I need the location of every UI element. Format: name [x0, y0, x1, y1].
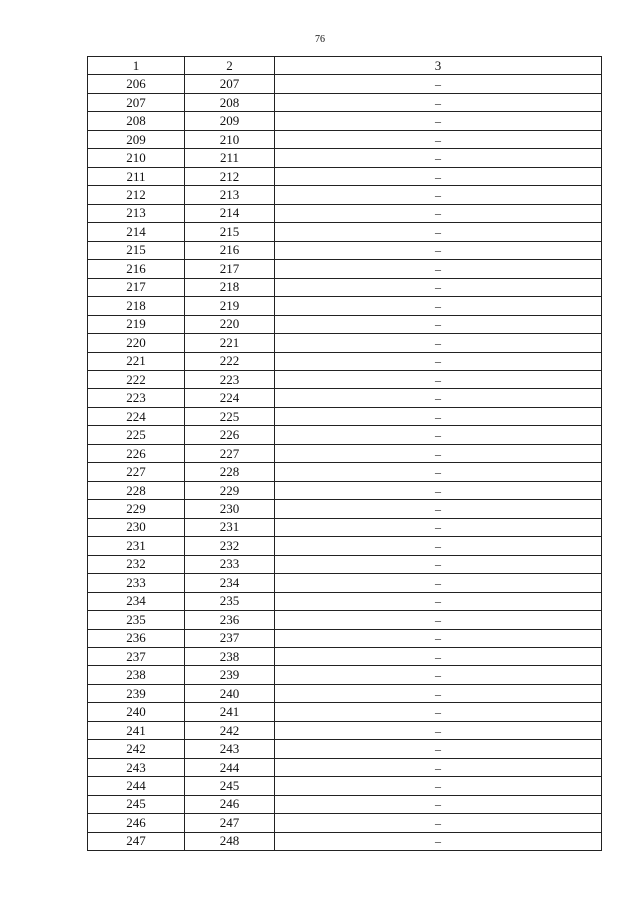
table-cell-col-3 — [275, 703, 602, 721]
table-cell-col-3 — [275, 315, 602, 333]
table-cell-col-1: 220 — [88, 334, 185, 352]
table-row — [88, 666, 602, 684]
table-cell-col-1: 242 — [88, 740, 185, 758]
table-cell-col-1: 243 — [88, 758, 185, 776]
table-row — [88, 500, 602, 518]
dash-mark: – — [435, 631, 441, 646]
table-row — [88, 315, 602, 333]
dash-mark: – — [435, 206, 441, 221]
table-cell-col-1: 236 — [88, 629, 185, 647]
table-row — [88, 629, 602, 647]
table-row — [88, 481, 602, 499]
table-cell-col-3 — [275, 684, 602, 702]
table-cell-col-3 — [275, 334, 602, 352]
table-row — [88, 703, 602, 721]
column-header-2: 2 — [185, 57, 275, 75]
table-cell-col-1: 208 — [88, 112, 185, 130]
dash-mark: – — [435, 779, 441, 794]
dash-mark: – — [435, 446, 441, 461]
table-cell-col-2: 211 — [185, 149, 275, 167]
table-cell-col-2: 241 — [185, 703, 275, 721]
dash-mark: – — [435, 760, 441, 775]
table-cell-col-2: 207 — [185, 75, 275, 93]
table-header-row — [88, 57, 602, 75]
table-cell-col-2: 218 — [185, 278, 275, 296]
table-cell-col-2: 212 — [185, 167, 275, 185]
table-cell-col-3 — [275, 149, 602, 167]
dash-mark: – — [435, 335, 441, 350]
table-cell-col-1: 240 — [88, 703, 185, 721]
table-row — [88, 555, 602, 573]
dash-mark: – — [435, 742, 441, 757]
table-cell-col-1: 216 — [88, 260, 185, 278]
table-cell-col-2: 219 — [185, 297, 275, 315]
table-cell-col-2: 236 — [185, 611, 275, 629]
table-row — [88, 592, 602, 610]
table-cell-col-3 — [275, 223, 602, 241]
dash-mark: – — [435, 483, 441, 498]
table-row — [88, 149, 602, 167]
table-cell-col-2: 243 — [185, 740, 275, 758]
table-cell-col-2: 226 — [185, 426, 275, 444]
dash-mark: – — [435, 77, 441, 92]
table-cell-col-1: 218 — [88, 297, 185, 315]
dash-mark: – — [435, 354, 441, 369]
table-cell-col-2: 220 — [185, 315, 275, 333]
table-cell-col-2: 242 — [185, 721, 275, 739]
table-row — [88, 740, 602, 758]
dash-mark: – — [435, 317, 441, 332]
table-cell-col-3 — [275, 444, 602, 462]
table-cell-col-1: 237 — [88, 648, 185, 666]
table-cell-col-2: 215 — [185, 223, 275, 241]
table-cell-col-1: 244 — [88, 777, 185, 795]
table-cell-col-3 — [275, 666, 602, 684]
table-cell-col-2: 238 — [185, 648, 275, 666]
table-cell-col-1: 245 — [88, 795, 185, 813]
table-cell-col-1: 217 — [88, 278, 185, 296]
table-cell-col-2: 228 — [185, 463, 275, 481]
table-cell-col-2: 221 — [185, 334, 275, 352]
dash-mark: – — [435, 391, 441, 406]
column-header-3: 3 — [275, 57, 602, 75]
table-cell-col-3 — [275, 832, 602, 850]
table-row — [88, 684, 602, 702]
dash-mark: – — [435, 372, 441, 387]
table-cell-col-2: 232 — [185, 537, 275, 555]
dash-mark: – — [435, 465, 441, 480]
table-row — [88, 407, 602, 425]
table-cell-col-3 — [275, 352, 602, 370]
table-row — [88, 444, 602, 462]
table-cell-col-2: 234 — [185, 574, 275, 592]
table-cell-col-3 — [275, 518, 602, 536]
dash-mark: – — [435, 188, 441, 203]
table-cell-col-3 — [275, 574, 602, 592]
dash-mark: – — [435, 298, 441, 313]
table-cell-col-3 — [275, 93, 602, 111]
table-row — [88, 75, 602, 93]
table-cell-col-3 — [275, 814, 602, 832]
table-cell-col-2: 235 — [185, 592, 275, 610]
table-cell-col-1: 226 — [88, 444, 185, 462]
table-row — [88, 832, 602, 850]
table-cell-col-2: 224 — [185, 389, 275, 407]
table-row — [88, 186, 602, 204]
table-cell-col-2: 210 — [185, 130, 275, 148]
table-cell-col-1: 239 — [88, 684, 185, 702]
table-row — [88, 537, 602, 555]
page-number: 76 — [315, 34, 325, 45]
dash-mark: – — [435, 815, 441, 830]
table-cell-col-2: 208 — [185, 93, 275, 111]
table-cell-col-1: 211 — [88, 167, 185, 185]
table-cell-col-2: 240 — [185, 684, 275, 702]
table-cell-col-2: 214 — [185, 204, 275, 222]
table-cell-col-1: 230 — [88, 518, 185, 536]
dash-mark: – — [435, 538, 441, 553]
table-row — [88, 167, 602, 185]
dash-mark: – — [435, 520, 441, 535]
table-cell-col-2: 216 — [185, 241, 275, 259]
table-cell-col-1: 212 — [88, 186, 185, 204]
table-cell-col-1: 246 — [88, 814, 185, 832]
table-row — [88, 223, 602, 241]
table-cell-col-3 — [275, 241, 602, 259]
table-cell-col-2: 233 — [185, 555, 275, 573]
table-row — [88, 389, 602, 407]
table-cell-col-2: 227 — [185, 444, 275, 462]
table-cell-col-1: 222 — [88, 370, 185, 388]
dash-mark: – — [435, 95, 441, 110]
table-cell-col-3 — [275, 204, 602, 222]
table-row — [88, 278, 602, 296]
table-cell-col-3 — [275, 795, 602, 813]
table-row — [88, 370, 602, 388]
dash-mark: – — [435, 557, 441, 572]
dash-mark: – — [435, 686, 441, 701]
table-cell-col-2: 230 — [185, 500, 275, 518]
table-cell-col-1: 209 — [88, 130, 185, 148]
table-cell-col-2: 225 — [185, 407, 275, 425]
table-row — [88, 611, 602, 629]
table-cell-col-1: 231 — [88, 537, 185, 555]
table-cell-col-1: 229 — [88, 500, 185, 518]
table-cell-col-1: 227 — [88, 463, 185, 481]
table-row — [88, 721, 602, 739]
table-row — [88, 260, 602, 278]
table-cell-col-1: 210 — [88, 149, 185, 167]
dash-mark: – — [435, 409, 441, 424]
table-row — [88, 777, 602, 795]
table-cell-col-2: 217 — [185, 260, 275, 278]
dash-mark: – — [435, 114, 441, 129]
table-row — [88, 795, 602, 813]
table-cell-col-3 — [275, 777, 602, 795]
table-cell-col-1: 225 — [88, 426, 185, 444]
table-cell-col-1: 247 — [88, 832, 185, 850]
table-cell-col-3 — [275, 555, 602, 573]
table-cell-col-3 — [275, 537, 602, 555]
table-row — [88, 814, 602, 832]
table-cell-col-3 — [275, 260, 602, 278]
table-cell-col-1: 224 — [88, 407, 185, 425]
dash-mark: – — [435, 132, 441, 147]
table-body — [88, 57, 602, 851]
table-row — [88, 426, 602, 444]
column-header-1: 1 — [88, 57, 185, 75]
table-cell-col-3 — [275, 186, 602, 204]
table-row — [88, 204, 602, 222]
table-row — [88, 648, 602, 666]
table-cell-col-2: 209 — [185, 112, 275, 130]
table-row — [88, 574, 602, 592]
table-row — [88, 241, 602, 259]
table-row — [88, 334, 602, 352]
dash-mark: – — [435, 428, 441, 443]
table-cell-col-2: 231 — [185, 518, 275, 536]
table-row — [88, 93, 602, 111]
table-cell-col-2: 244 — [185, 758, 275, 776]
dash-mark: – — [435, 261, 441, 276]
table-cell-col-3 — [275, 297, 602, 315]
table-row — [88, 352, 602, 370]
table-row — [88, 130, 602, 148]
table-cell-col-3 — [275, 500, 602, 518]
table-cell-col-1: 207 — [88, 93, 185, 111]
table-cell-col-2: 237 — [185, 629, 275, 647]
dash-mark: – — [435, 612, 441, 627]
table-cell-col-3 — [275, 629, 602, 647]
table-cell-col-3 — [275, 75, 602, 93]
table-cell-col-2: 229 — [185, 481, 275, 499]
table-cell-col-1: 219 — [88, 315, 185, 333]
table-cell-col-3 — [275, 112, 602, 130]
table-cell-col-3 — [275, 592, 602, 610]
table-cell-col-3 — [275, 481, 602, 499]
table-cell-col-1: 235 — [88, 611, 185, 629]
table-cell-col-1: 234 — [88, 592, 185, 610]
table-cell-col-2: 247 — [185, 814, 275, 832]
table-row — [88, 463, 602, 481]
dash-mark: – — [435, 834, 441, 849]
dash-mark: – — [435, 797, 441, 812]
table-cell-col-3 — [275, 370, 602, 388]
table-cell-col-3 — [275, 611, 602, 629]
table-row — [88, 112, 602, 130]
table-cell-col-1: 206 — [88, 75, 185, 93]
table-cell-col-1: 233 — [88, 574, 185, 592]
data-table — [87, 56, 602, 851]
table-cell-col-3 — [275, 389, 602, 407]
dash-mark: – — [435, 723, 441, 738]
dash-mark: – — [435, 169, 441, 184]
table-cell-col-3 — [275, 740, 602, 758]
dash-mark: – — [435, 224, 441, 239]
table-cell-col-2: 222 — [185, 352, 275, 370]
dash-mark: – — [435, 243, 441, 258]
table-cell-col-3 — [275, 426, 602, 444]
dash-mark: – — [435, 280, 441, 295]
table-cell-col-2: 239 — [185, 666, 275, 684]
table-cell-col-1: 213 — [88, 204, 185, 222]
table-cell-col-3 — [275, 130, 602, 148]
dash-mark: – — [435, 594, 441, 609]
table-row — [88, 297, 602, 315]
dash-mark: – — [435, 575, 441, 590]
table-cell-col-1: 228 — [88, 481, 185, 499]
table-cell-col-2: 223 — [185, 370, 275, 388]
table-cell-col-1: 238 — [88, 666, 185, 684]
table-cell-col-1: 223 — [88, 389, 185, 407]
table-cell-col-3 — [275, 648, 602, 666]
table-cell-col-3 — [275, 721, 602, 739]
table-cell-col-2: 245 — [185, 777, 275, 795]
table-cell-col-2: 246 — [185, 795, 275, 813]
table-row — [88, 518, 602, 536]
dash-mark: – — [435, 705, 441, 720]
table-cell-col-3 — [275, 167, 602, 185]
table-cell-col-3 — [275, 463, 602, 481]
table-cell-col-1: 214 — [88, 223, 185, 241]
table-cell-col-1: 215 — [88, 241, 185, 259]
dash-mark: – — [435, 668, 441, 683]
table-cell-col-1: 232 — [88, 555, 185, 573]
table-cell-col-1: 241 — [88, 721, 185, 739]
table-row — [88, 758, 602, 776]
dash-mark: – — [435, 151, 441, 166]
table-cell-col-2: 248 — [185, 832, 275, 850]
table-cell-col-3 — [275, 758, 602, 776]
dash-mark: – — [435, 501, 441, 516]
table-cell-col-2: 213 — [185, 186, 275, 204]
table-cell-col-3 — [275, 278, 602, 296]
table-cell-col-3 — [275, 407, 602, 425]
table-cell-col-1: 221 — [88, 352, 185, 370]
dash-mark: – — [435, 649, 441, 664]
